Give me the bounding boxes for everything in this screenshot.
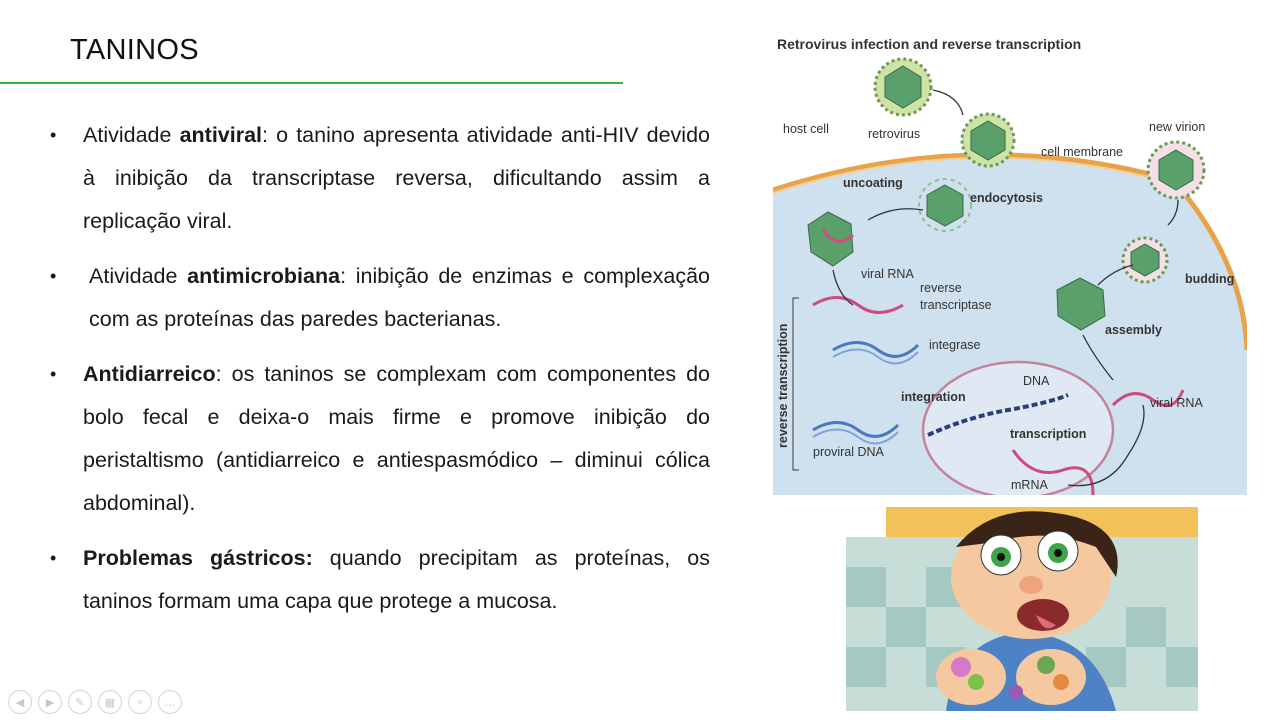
bullet-text: quando precipitam as proteínas, os taninos formam uma capa que protege a mucosa. (83, 546, 710, 613)
label-mrna: mRNA (1011, 478, 1048, 492)
bullet-list (50, 114, 710, 623)
retrovirus-particle (875, 59, 931, 115)
bullet-bold: Problemas gástricos: (83, 546, 313, 570)
label-integration: integration (901, 390, 966, 404)
label-endocytosis: endocytosis (970, 191, 1043, 205)
slideshow-controls (8, 690, 182, 716)
label-viral-rna-right: viral RNA (1150, 396, 1203, 410)
label-cell-membrane: cell membrane (1041, 145, 1123, 159)
diagram-title: Retrovirus infection and reverse transcription (777, 36, 1082, 52)
label-budding: budding (1185, 272, 1235, 286)
slides-icon[interactable]: ▦ (98, 690, 122, 714)
bullet-lead: Atividade (83, 123, 180, 147)
new-virion-particle (1148, 142, 1204, 198)
label-integrase: integrase (929, 338, 981, 352)
slide-title: TANINOS (70, 34, 199, 66)
bullet-text: : inibição de enzimas e complexação com as proteínas das paredes bacterianas. (89, 264, 711, 331)
attaching-virus (962, 114, 1014, 166)
label-transcription: transcription (1010, 427, 1087, 441)
title-underline (0, 82, 623, 84)
bullet-antimicrobiana (50, 255, 710, 341)
label-transcriptase: transcriptase (920, 298, 992, 312)
bullet-text: : os taninos se complexam com componentes do bolo fecal e deixa-o mais firme e promove inibição do peristaltismo (antidiarreico e antiespasmódico – diminui cólica abdominal). (83, 362, 710, 515)
label-proviral-dna: proviral DNA (813, 445, 884, 459)
bullet-bold: Antidiarreico (83, 362, 216, 386)
label-reverse: reverse (920, 281, 962, 295)
label-uncoating: uncoating (843, 176, 903, 190)
cartoon-illustration (846, 507, 1198, 711)
budding-virus (1123, 238, 1167, 282)
previous-icon[interactable]: ◀ (8, 690, 32, 714)
label-retrovirus: retrovirus (868, 127, 921, 141)
next-icon[interactable]: ▶ (38, 690, 62, 714)
bullet-dot: • (50, 548, 57, 568)
bullet-problemas-gastricos (50, 537, 710, 623)
label-viral-rna-top: viral RNA (861, 267, 914, 281)
bullet-antidiarreico (50, 353, 710, 525)
pen-icon[interactable]: ✎ (68, 690, 92, 714)
bullet-dot: • (50, 364, 57, 384)
retrovirus-diagram (773, 30, 1247, 495)
label-host-cell: host cell (783, 122, 829, 136)
label-new-virion: new virion (1149, 120, 1206, 134)
zoom-icon[interactable]: ⌕ (128, 690, 152, 714)
bullet-lead: Atividade (89, 264, 188, 288)
label-dna: DNA (1023, 374, 1050, 388)
bullet-bold: antimicrobiana (187, 264, 341, 288)
label-assembly: assembly (1105, 323, 1162, 337)
bullet-bold: antiviral (179, 123, 263, 147)
bullet-dot: • (50, 125, 57, 145)
bullet-antiviral (50, 114, 710, 243)
more-icon[interactable]: … (158, 690, 182, 714)
bullet-text: : o tanino apresenta atividade anti-HIV devido à inibição da transcriptase reversa, dificultando assim a replicação viral. (83, 123, 711, 233)
label-reverse-transcription: reverse transcription (776, 323, 790, 448)
bullet-dot: • (50, 266, 57, 286)
